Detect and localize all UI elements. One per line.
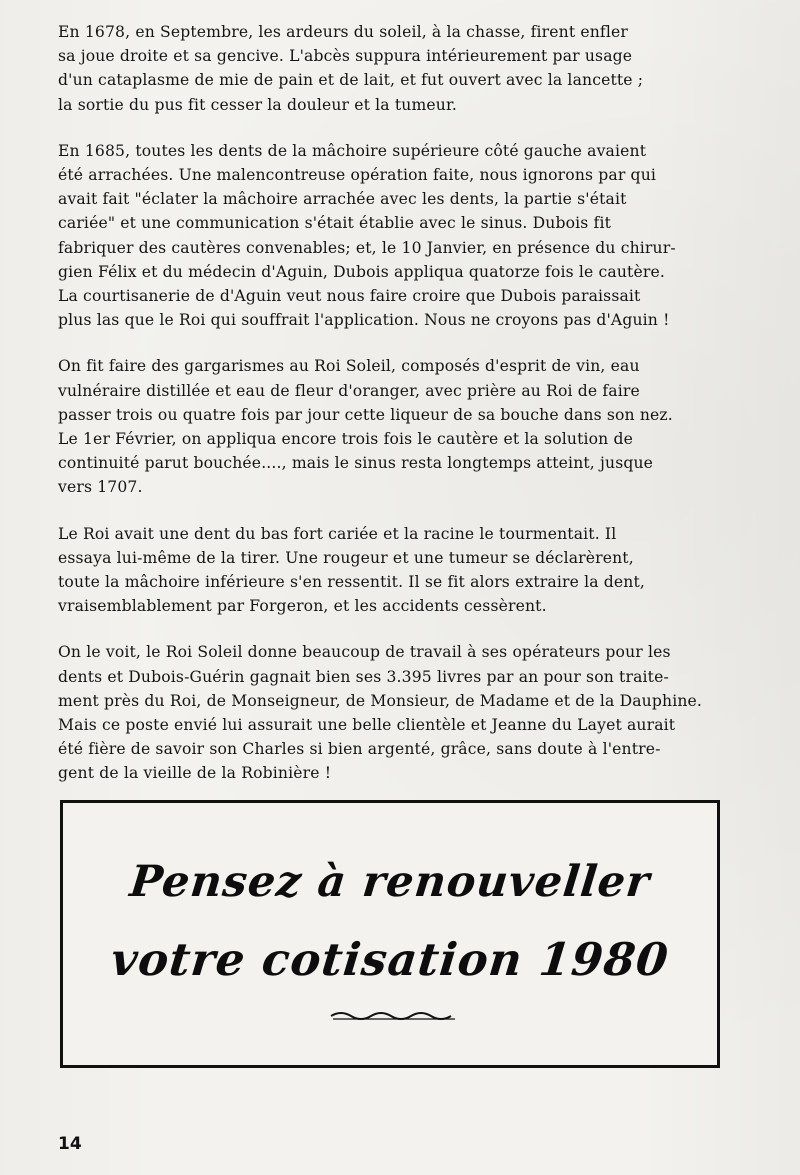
paragraph-dent-du-bas (58, 522, 748, 619)
text-line: vulnéraire distillée et eau de fleur d'oranger, avec prière au Roi de faire (58, 381, 640, 400)
text-line: fabriquer des cautères convenables; et, le 10 Janvier, en présence du chirur- (58, 238, 676, 257)
article-body (58, 20, 748, 808)
text-line: toute la mâchoire inférieure s'en ressentit. Il se fit alors extraire la dent, (58, 573, 646, 592)
membership-notice-box (60, 800, 720, 1068)
paragraph-conclusion (58, 640, 748, 785)
text-line: plus las que le Roi qui souffrait l'application. Nous ne croyons pas d'Aguin ! (58, 311, 670, 330)
text-line: été arrachées. Une malencontreuse opération faite, nous ignorons par qui (58, 166, 657, 185)
text-line: On fit faire des gargarismes au Roi Soleil, composés d'esprit de vin, eau (58, 357, 640, 376)
text-line: Le Roi avait une dent du bas fort cariée et la racine le tourmentait. Il (58, 524, 617, 543)
paragraph-1685 (58, 139, 748, 333)
text-line: passer trois ou quatre fois par jour cette liqueur de sa bouche dans son nez. (58, 405, 673, 424)
text-line: Mais ce poste envié lui assurait une belle clientèle et Jeanne du Layet aurait (58, 716, 676, 735)
text-line: Le 1er Février, on appliqua encore trois fois le cautère et la solution de (58, 430, 633, 449)
paragraph-gargarismes (58, 354, 748, 499)
text-line: gien Félix et du médecin d'Aguin, Dubois appliqua quatorze fois le cautère. (58, 262, 665, 281)
notice-line-1: Pensez à renouveller (127, 857, 653, 907)
text-line: En 1678, en Septembre, les ardeurs du soleil, à la chasse, firent enfler (58, 23, 628, 41)
text-line: sa joue droite et sa gencive. L'abcès suppura intérieurement par usage (58, 47, 633, 66)
flourish-underline-icon (329, 1009, 459, 1023)
text-line: été fière de savoir son Charles si bien argenté, grâce, sans doute à l'entre- (58, 740, 661, 759)
text-line: d'un cataplasme de mie de pain et de lait, et fut ouvert avec la lancette ; (58, 71, 644, 90)
text-line: gent de la vieille de la Robinière ! (58, 764, 332, 783)
page-number: 14 (58, 1134, 82, 1154)
text-line: vers 1707. (58, 478, 143, 497)
notice-line-2: votre cotisation 1980 (108, 933, 672, 986)
text-line: La courtisanerie de d'Aguin veut nous faire croire que Dubois paraissait (58, 287, 641, 306)
text-line: la sortie du pus fit cesser la douleur et la tumeur. (58, 95, 457, 114)
text-line: vraisemblablement par Forgeron, et les accidents cessèrent. (58, 597, 547, 616)
text-line: ment près du Roi, de Monseigneur, de Monsieur, de Madame et de la Dauphine. (58, 691, 703, 710)
text-line: On le voit, le Roi Soleil donne beaucoup de travail à ses opérateurs pour les (58, 643, 671, 662)
text-line: dents et Dubois-Guérin gagnait bien ses 3.395 livres par an pour son traite- (58, 667, 669, 686)
text-line: avait fait "éclater la mâchoire arrachée avec les dents, la partie s'était (58, 190, 627, 209)
paragraph-1678 (58, 20, 748, 117)
text-line: continuité parut bouchée...., mais le sinus resta longtemps atteint, jusque (58, 454, 654, 473)
text-line: En 1685, toutes les dents de la mâchoire supérieure côté gauche avaient (58, 141, 647, 160)
text-line: cariée" et une communication s'était établie avec le sinus. Dubois fit (58, 214, 612, 233)
text-line: essaya lui-même de la tirer. Une rougeur et une tumeur se déclarèrent, (58, 548, 634, 567)
